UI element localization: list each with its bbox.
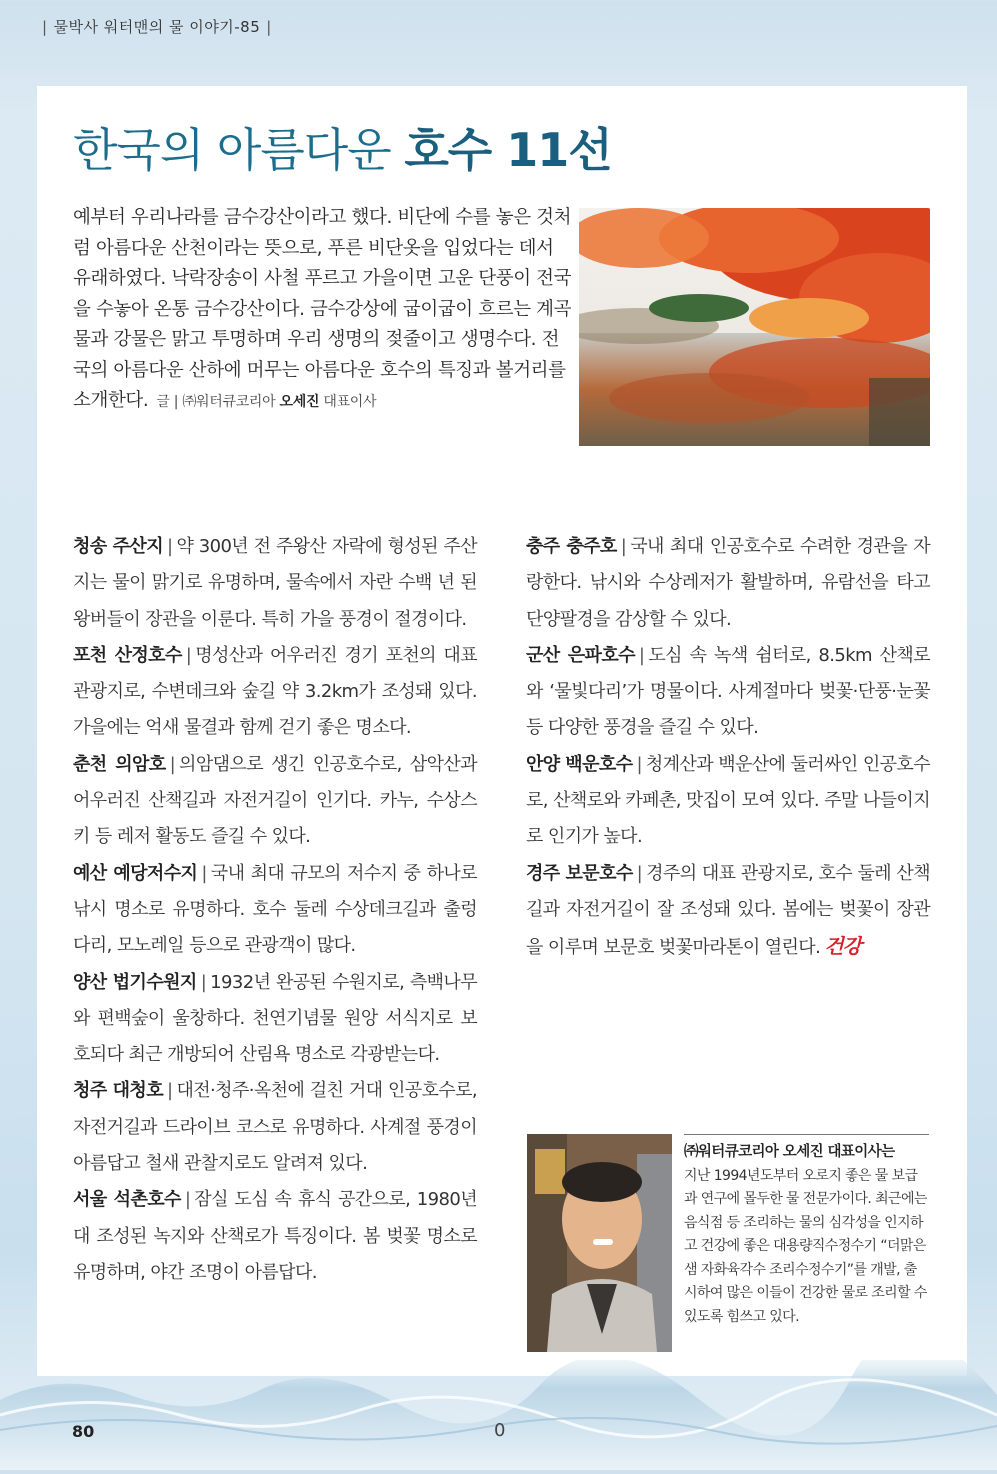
lake-entry — [73, 965, 477, 1074]
lake-entry — [526, 638, 930, 747]
lake-name: 안양 백운호수 — [526, 753, 633, 775]
water-wave-image — [0, 1360, 997, 1470]
author-portrait-image — [527, 1134, 672, 1352]
intro-text: 예부터 우리나라를 금수강산이라고 했다. 비단에 수를 놓은 것처럼 아름다운 산천이라는 뜻으로, 푸른 비단옷을 입었다는 데서 유래하였다. 낙락장송이 사철 푸르고 가을이면 고운 단풍이 전국을 수놓아 온통 금수강산이다. 금수강상에 굽이굽이 흐르는 계곡물과 강물은 맑고 투명하며 우리 생명의 젖줄이고 생명수다. 전국의 아름다운 산하에 머무는 아름다운 호수의 특징과 볼거리를 소개한다. — [73, 207, 572, 411]
author-credit — [156, 394, 376, 410]
lake-entry — [73, 529, 477, 638]
page-number: 80 — [72, 1422, 95, 1441]
lake-description: 약 300년 전 주왕산 자락에 형성된 주산지는 물이 맑기로 유명하며, 물속에서 자란 수백 년 된 왕버들이 장관을 이룬다. 특히 가을 풍경이 절경이다. — [73, 536, 477, 630]
lake-name: 춘천 의암호 — [73, 753, 166, 775]
lake-description: 의암댐으로 생긴 인공호수로, 삼악산과 어우러진 산책길과 자전거길이 인기다. 카누, 수상스키 등 레저 활동도 즐길 수 있다. — [73, 753, 478, 848]
credit-role: 대표이사 — [323, 394, 377, 410]
series-title: 물박사 워터맨의 물 이야기-85 — [53, 18, 261, 36]
lake-name: 양산 법기수원지 — [73, 971, 197, 993]
separator: | — [201, 862, 207, 884]
author-profile — [684, 1134, 929, 1329]
lake-description: 잠실 도심 속 휴식 공간으로, 1980년대 조성된 녹지와 산책로가 특징이다. 봄 벚꽃 명소로 유명하며, 야간 조명이 아름답다. — [73, 1189, 477, 1283]
lake-description: 1932년 완공된 수원지로, 측백나무와 편백숲이 울창하다. 천연기념물 원앙 서식지로 보호되다 최근 개방되어 산림욕 명소로 각광받는다. — [73, 971, 477, 1066]
separator: | — [166, 536, 173, 557]
lake-name: 경주 보문호수 — [526, 862, 633, 884]
lake-name: 예산 예당저수지 — [73, 862, 198, 884]
lake-entry — [526, 747, 930, 856]
lakes-column-left — [73, 529, 477, 1291]
profile-text: 지난 1994년도부터 오로지 좋은 물 보급과 연구에 몰두한 물 전문가이다. 최근에는 음식점 등 조리하는 물의 심각성을 인지하고 건강에 좋은 대용량직수정수기 “더맑은샘 자화육각수 조리수정수기”를 개발, 출시하여 많은 이들이 건강한 물로 조리할 수 있도록 힘쓰고 있다. — [684, 1167, 927, 1325]
lake-description: 국내 최대 인공호수로 수려한 경관을 자랑한다. 낚시와 수상레저가 활발하며, 유람선을 타고 단양팔경을 감상할 수 있다. — [526, 536, 931, 630]
credit-name: 오세진 — [279, 394, 320, 410]
separator: | — [167, 1080, 173, 1102]
lake-description: 대전·청주·옥천에 걸친 거대 인공호수로, 자전거길과 드라이브 코스로 유명하다. 사계절 풍경이 아름답고 철새 관찰지로도 알려져 있다. — [73, 1080, 478, 1175]
title-bold: 호수 11선 — [404, 123, 612, 177]
lake-name: 청주 대청호 — [73, 1080, 164, 1102]
separator: | — [636, 753, 642, 775]
center-mark: 0 — [494, 1420, 506, 1441]
lake-entry — [73, 747, 477, 856]
separator: | — [184, 1189, 191, 1211]
lake-description: 도심 속 녹색 쉼터로, 8.5km 산책로와 ‘물빛다리’가 명물이다. 사계절마다 벚꽃·단풍·눈꽃 등 다양한 풍경을 즐길 수 있다. — [526, 644, 930, 739]
lake-entry — [73, 1073, 477, 1182]
autumn-lake-image — [579, 208, 930, 446]
author-portrait — [527, 1134, 672, 1352]
article-title — [73, 114, 612, 180]
water-splash-decoration — [0, 1360, 997, 1470]
lake-description: 청계산과 백운산에 둘러싸인 인공호수로, 산책로와 카페촌, 맛집이 모여 있다. 주말 나들이지로 인기가 높다. — [526, 753, 930, 848]
separator: | — [636, 862, 643, 884]
lake-name: 포천 산정호수 — [73, 644, 182, 666]
lake-entry — [73, 856, 477, 965]
divider-left: | — [42, 18, 48, 36]
autumn-lake-photo — [579, 208, 930, 446]
divider-right: | — [266, 18, 272, 36]
lake-name: 청송 주산지 — [73, 536, 163, 557]
intro-paragraph — [73, 203, 573, 418]
lake-description: 명성산과 어우러진 경기 포천의 대표 관광지로, 수변데크와 숲길 약 3.2km가 조성돼 있다. 가을에는 억새 물결과 함께 걷기 좋은 명소다. — [73, 644, 477, 739]
series-header — [36, 16, 278, 37]
magazine-logo: 건강 — [824, 934, 861, 959]
article-panel — [37, 86, 967, 1376]
title-regular: 한국의 아름다운 — [73, 123, 391, 177]
lake-entry — [526, 529, 930, 638]
separator: | — [620, 536, 627, 557]
separator: | — [638, 644, 645, 666]
lakes-column-right — [526, 529, 930, 967]
lake-description: 경주의 대표 관광지로, 호수 둘레 산책길과 자전거길이 잘 조성돼 있다. 봄에는 벚꽃이 장관을 이루며 보문호 벚꽃마라톤이 열린다. — [526, 862, 930, 959]
separator: | — [200, 971, 207, 993]
separator: | — [169, 753, 176, 775]
lake-entry — [526, 856, 930, 967]
credit-prefix: 글 | ㈜워터큐코리아 — [156, 394, 276, 410]
lake-name: 군산 은파호수 — [526, 644, 635, 666]
lake-description: 국내 최대 규모의 저수지 중 하나로 낚시 명소로 유명하다. 호수 둘레 수상데크길과 출렁다리, 모노레일 등으로 관광객이 많다. — [73, 862, 478, 957]
lake-name: 충주 충주호 — [526, 536, 617, 557]
separator: | — [185, 644, 192, 666]
profile-title: ㈜워터큐코리아 오세진 대표이사는 — [684, 1144, 895, 1160]
lake-entry — [73, 1182, 477, 1291]
lake-name: 서울 석촌호수 — [73, 1189, 181, 1211]
lake-entry — [73, 638, 477, 747]
